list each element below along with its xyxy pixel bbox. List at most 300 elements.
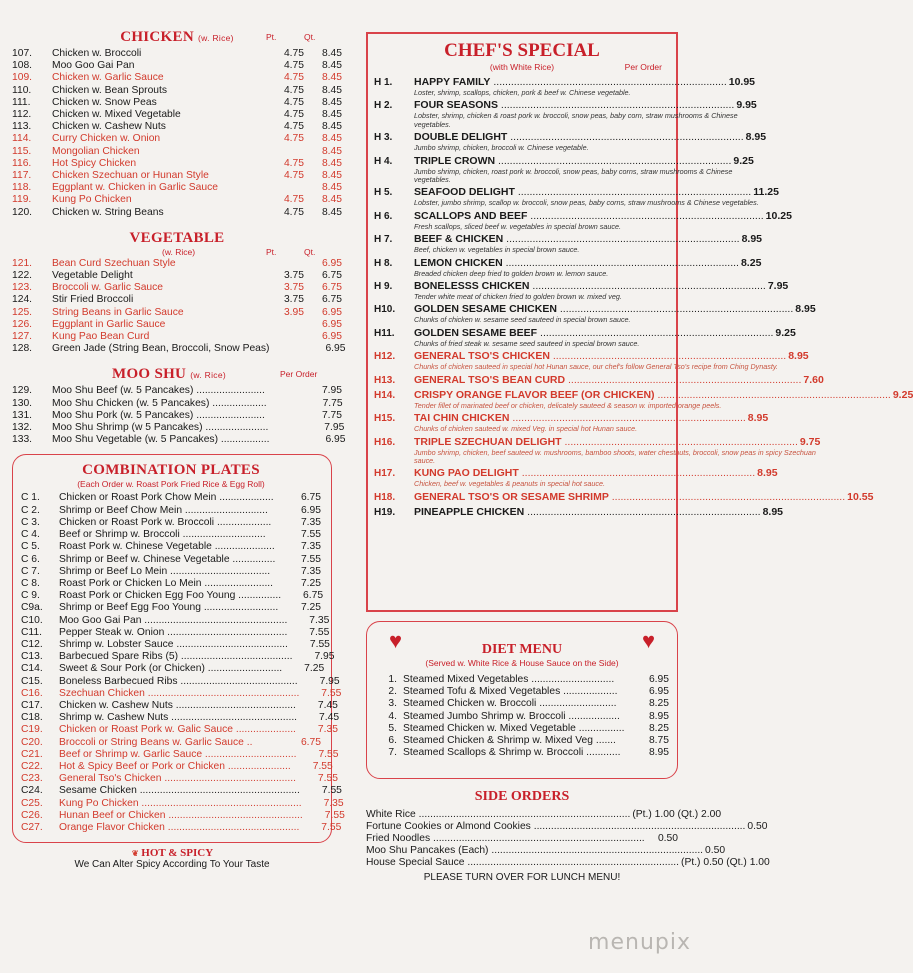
item-name: Sesame Chicken ........................................................ xyxy=(59,785,300,797)
col-pt: Pt. xyxy=(266,32,277,42)
item-body xyxy=(414,210,792,231)
side-order-item xyxy=(366,809,722,821)
item-number: 126. xyxy=(12,318,33,330)
item-number: 113. xyxy=(12,121,32,133)
item-body xyxy=(414,374,824,387)
item-body xyxy=(414,280,788,301)
item-name: Roast Pork w. Chinese Vegetable ..................... xyxy=(59,541,275,553)
item-number: 130. xyxy=(12,397,33,409)
list-item xyxy=(12,294,342,306)
item-line xyxy=(414,374,824,387)
item-number: 118. xyxy=(12,182,32,194)
item-price-quart: 6.75 xyxy=(321,282,342,294)
item-price: 8.95 xyxy=(788,350,809,363)
diet-menu-title: DIET MENU xyxy=(481,642,563,657)
item-name: Broccoli w. Garlic Sauce xyxy=(52,282,164,294)
item-number: 128. xyxy=(12,343,33,355)
list-item xyxy=(21,541,321,553)
item-price: 8.75 xyxy=(648,735,669,747)
item-name: CRISPY ORANGE FLAVOR BEEF (OR CHICKEN) ..... xyxy=(414,389,891,402)
pepper-icon: ♥ xyxy=(641,628,655,653)
item-price: 9.25 xyxy=(892,388,913,401)
item-name: GENERAL TSO'S OR SESAME SHRIMP ..... xyxy=(414,491,845,504)
list-item xyxy=(12,121,342,133)
list-item xyxy=(21,626,330,639)
item-price: 7.60 xyxy=(803,373,824,386)
item-price-quart: 8.45 xyxy=(321,48,342,59)
item-price-quart: 8.45 xyxy=(321,121,342,133)
item-description: Chunks of chicken sauteed in special hot Hunan sauce, our chef's follow General Tso's recipe from Ching Dynasty. xyxy=(414,362,778,372)
item-name: Steamed Chicken & Shrimp w. Mixed Veg ....... xyxy=(403,735,616,747)
vegetable-title: VEGETABLE xyxy=(129,229,225,246)
side-order-item xyxy=(366,821,768,833)
item-price: 8.95 xyxy=(762,505,783,518)
list-item xyxy=(12,385,342,397)
chef-item xyxy=(374,280,789,302)
item-price: 7.55 xyxy=(309,638,330,650)
item-code: H16. xyxy=(374,436,396,448)
item-name: DOUBLE DELIGHT ..... xyxy=(414,131,744,144)
combination-title: COMBINATION PLATES xyxy=(82,462,260,479)
item-description: Breaded chicken deep fried to golden brown w. lemon sauce. xyxy=(414,268,609,278)
item-price: (Pt.) 0.50 (Qt.) 1.00 xyxy=(681,857,770,868)
item-price: 9.25 xyxy=(733,154,754,167)
item-price-pint: 4.75 xyxy=(283,48,304,59)
item-number: 132. xyxy=(12,422,33,434)
item-price-pint: 4.75 xyxy=(283,170,304,182)
item-name: Shrimp or Beef w. Chinese Vegetable ............... xyxy=(59,553,276,565)
item-price-quart: 6.95 xyxy=(321,306,342,318)
side-orders-list xyxy=(366,809,770,869)
item-code: H15. xyxy=(374,413,396,425)
item-price: 7.55 xyxy=(312,760,333,772)
item-price: 7.35 xyxy=(300,516,321,528)
item-price-pint: 4.75 xyxy=(283,157,304,169)
list-item xyxy=(21,505,321,517)
item-description: Lobster, shrimp, chicken & roast pork w. broccoli, snow peas, baby corn, straw mushrooms & Chinese vegetables. xyxy=(414,111,738,129)
item-price: 11.25 xyxy=(753,186,779,199)
item-price-quart: 7.75 xyxy=(322,397,343,409)
item-number: 117. xyxy=(12,170,32,182)
item-name: Fortune Cookies or Almond Cookies ..... xyxy=(366,821,745,833)
item-name: House Special Sauce ..... xyxy=(366,857,679,869)
item-name: GOLDEN SESAME CHICKEN ..... xyxy=(414,303,793,316)
item-number: C 2. xyxy=(21,504,40,516)
item-number: C20. xyxy=(21,736,43,748)
item-number: C 1. xyxy=(21,492,40,504)
item-price: 6.75 xyxy=(300,736,321,748)
item-name: White Rice ..... xyxy=(366,809,630,821)
mooshu-col-order: Per Order xyxy=(280,369,318,380)
item-number: 1. xyxy=(388,674,397,685)
chef-item xyxy=(374,256,762,278)
chefs-special-list xyxy=(374,76,913,519)
item-name: Moo Shu Pancakes (Each) ..... xyxy=(366,845,703,857)
item-name: Kung Po Chicken ........................................................ xyxy=(59,797,302,809)
item-body xyxy=(414,186,779,207)
list-item xyxy=(21,602,321,614)
item-number: 5. xyxy=(388,722,397,734)
list-item xyxy=(21,809,345,822)
item-price: 7.55 xyxy=(321,785,342,797)
item-number: 109. xyxy=(12,72,33,84)
item-name: Beef or Shrimp w. Garlic Sauce ................................ xyxy=(59,748,297,760)
item-body xyxy=(414,76,755,97)
item-name: Vegetable Delight xyxy=(52,270,133,282)
item-name: Roast Pork or Chicken Egg Foo Young ............... xyxy=(59,590,282,602)
item-number: C16. xyxy=(21,687,43,699)
item-number: C 8. xyxy=(21,577,40,589)
hot-spicy-title: HOT & SPICY xyxy=(141,847,214,860)
item-name: SEAFOOD DELIGHT ..... xyxy=(414,186,751,199)
item-number: C 4. xyxy=(21,529,40,541)
item-name: SCALLOPS AND BEEF ..... xyxy=(414,210,764,223)
item-code: H 4. xyxy=(374,155,393,167)
list-item xyxy=(21,492,321,504)
item-price: 8.25 xyxy=(648,698,669,710)
item-description: Jumbo shrimp, chicken, broccoli w. Chinese vegetable. xyxy=(414,143,589,153)
item-name: Eggplant w. Chicken in Garlic Sauce xyxy=(52,182,218,194)
item-number: 122. xyxy=(12,270,33,282)
list-item xyxy=(12,146,342,158)
item-price-pint: 4.75 xyxy=(283,84,304,96)
item-price-quart: 8.45 xyxy=(321,182,342,194)
list-item xyxy=(21,651,335,663)
chef-item xyxy=(374,412,769,434)
item-number: 119. xyxy=(12,194,32,206)
item-price: 7.95 xyxy=(767,280,789,293)
item-body xyxy=(414,350,809,371)
item-name: Moo Shu Chicken (w. 5 Pancakes) ................... xyxy=(52,397,267,409)
hot-spicy-text: We Can Alter Spicy According To Your Taste xyxy=(74,859,270,871)
list-item xyxy=(12,170,342,182)
item-name: Steamed Tofu & Mixed Vegetables ................... xyxy=(403,686,618,698)
item-price: 0.50 xyxy=(657,833,678,844)
item-price: 10.55 xyxy=(847,490,874,503)
item-code: H12. xyxy=(374,351,396,363)
item-number: C23. xyxy=(21,773,43,785)
item-number: 2. xyxy=(388,686,397,698)
item-price-quart: 6.95 xyxy=(321,318,342,330)
list-item xyxy=(21,687,342,700)
list-item xyxy=(21,737,321,749)
list-item xyxy=(21,638,330,651)
item-number: C21. xyxy=(21,748,43,760)
item-line xyxy=(414,436,820,449)
item-price-quart: 7.75 xyxy=(321,409,342,421)
item-price-quart: 6.95 xyxy=(325,434,346,446)
item-name: TRIPLE CROWN ..... xyxy=(414,155,731,168)
vegetable-header xyxy=(12,229,342,247)
item-price-pint: 4.75 xyxy=(283,133,304,145)
item-description: Chunks of chicken sauteed w. mixed Veg. in special hot Hunan sauce. xyxy=(414,424,638,434)
item-body xyxy=(414,412,768,433)
item-number: 4. xyxy=(388,710,397,722)
item-code: H 2. xyxy=(374,100,393,112)
pepper-icon: ♥ xyxy=(389,628,403,653)
item-name: Shrimp or Beef Egg Foo Young .......................... xyxy=(59,602,279,614)
item-price: 8.95 xyxy=(795,303,816,316)
item-number: C 5. xyxy=(21,541,40,553)
item-number: 123. xyxy=(12,282,33,294)
item-body xyxy=(414,233,762,254)
list-item xyxy=(21,663,325,675)
item-price-quart: 8.45 xyxy=(321,60,342,72)
item-number: 3. xyxy=(388,698,397,710)
item-price-quart: 8.45 xyxy=(321,206,342,218)
item-number: C13. xyxy=(21,651,43,663)
item-name: Szechuan Chicken ..................................................... xyxy=(59,687,300,699)
item-price: 10.25 xyxy=(765,209,792,222)
diet-menu-list xyxy=(375,674,669,759)
item-description: Jumbo shrimp, chicken, roast pork w. broccoli, snow peas, baby corns, straw mushrooms & Chinese vegetables. xyxy=(414,166,733,185)
item-price: 7.35 xyxy=(309,614,330,626)
chefs-special-subtitle: (with White Rice) xyxy=(489,62,555,72)
item-body xyxy=(414,467,778,488)
item-name: Moo Shu Pork (w. 5 Pancakes) ........................ xyxy=(52,409,265,421)
mooshu-title: MOO SHU xyxy=(112,366,187,383)
item-price-quart: 6.95 xyxy=(321,331,342,343)
hot-spicy-note xyxy=(12,847,332,870)
item-description: Lobster, jumbo shrimp, scallop w. broccoli, snow peas, baby corns, straw mushrooms & Chinese vegetables. xyxy=(414,198,759,208)
item-number: C25. xyxy=(21,797,43,809)
list-item xyxy=(12,207,342,219)
item-price: 6.75 xyxy=(303,590,324,602)
item-number: C 7. xyxy=(21,565,40,577)
side-order-item xyxy=(366,857,770,869)
item-number: C11. xyxy=(21,626,42,638)
item-number: 111. xyxy=(12,96,31,108)
chef-item xyxy=(374,373,824,387)
item-price-quart: 6.95 xyxy=(325,343,346,355)
item-number: 108. xyxy=(12,60,33,72)
item-price: 7.55 xyxy=(300,529,321,541)
item-name: Kung Po Chicken xyxy=(52,194,132,206)
item-number: 110. xyxy=(12,84,32,96)
combination-box xyxy=(12,454,345,843)
item-name: Beef or Shrimp w. Broccoli ............................. xyxy=(59,529,266,541)
item-name: Kung Pao Bean Curd xyxy=(52,331,150,343)
list-item xyxy=(21,760,333,773)
item-number: C18. xyxy=(21,712,43,724)
item-name: General Tso's Chicken .............................................. xyxy=(59,773,296,785)
item-number: C17. xyxy=(21,699,43,711)
item-name: KUNG PAO DELIGHT ..... xyxy=(414,467,755,480)
item-name: Shrimp w. Lobster Sauce ....................................... xyxy=(59,638,288,650)
list-item xyxy=(375,735,669,747)
item-number: 131. xyxy=(12,409,33,421)
pepper-icon: ❦ xyxy=(131,849,139,859)
item-name: Green Jade (String Bean, Broccoli, Snow Peas) xyxy=(52,343,270,355)
left-column xyxy=(12,28,346,871)
mooshu-subtitle: (w. Rice) xyxy=(190,370,227,381)
item-price: 7.45 xyxy=(317,699,338,711)
turn-over-note: PLEASE TURN OVER FOR LUNCH MENU! xyxy=(423,872,621,883)
item-number: 7. xyxy=(388,747,397,759)
list-item xyxy=(12,343,346,355)
item-price: 6.95 xyxy=(300,504,321,516)
chef-item xyxy=(374,76,756,97)
item-body xyxy=(414,131,766,152)
chef-item xyxy=(374,186,779,208)
item-name: Shrimp or Beef Lo Mein ................................... xyxy=(59,565,271,577)
item-name: Moo Shu Vegetable (w. 5 Pancakes) ................. xyxy=(52,434,270,446)
item-price: 7.55 xyxy=(321,687,342,699)
item-name: Chicken w. Cashew Nuts xyxy=(52,121,166,133)
item-body xyxy=(414,389,913,410)
item-line xyxy=(414,389,913,402)
item-body xyxy=(414,491,873,504)
item-name: Chicken w. Garlic Sauce xyxy=(52,72,164,84)
item-price: 7.55 xyxy=(309,626,330,638)
item-price: 8.95 xyxy=(648,747,669,759)
item-price-quart: 8.45 xyxy=(321,133,342,145)
item-number: C12. xyxy=(21,638,43,650)
item-price: 7.55 xyxy=(324,809,345,821)
list-item xyxy=(21,797,344,810)
chicken-list xyxy=(12,48,342,219)
item-name: Chicken or Roast Pork Chow Mein ................... xyxy=(59,492,274,504)
item-number: 115. xyxy=(12,145,32,157)
item-line xyxy=(414,491,873,504)
item-price: 8.25 xyxy=(648,722,669,734)
chef-item xyxy=(374,99,757,129)
item-price: 7.95 xyxy=(319,675,340,687)
item-price-pint: 4.75 xyxy=(283,109,304,121)
item-price: 9.25 xyxy=(775,326,796,339)
item-name: Chicken w. Snow Peas xyxy=(52,96,157,108)
item-number: 127. xyxy=(12,331,33,343)
item-name: Moo Goo Gai Pan .................................................. xyxy=(59,614,288,626)
item-number: 112. xyxy=(12,109,32,121)
chef-item xyxy=(374,350,809,372)
chef-item xyxy=(374,505,783,519)
item-number: C10. xyxy=(21,614,43,626)
item-name: GENERAL TSO'S BEAN CURD ..... xyxy=(414,374,801,387)
chicken-title: CHICKEN xyxy=(120,29,194,45)
item-price-pint: 3.75 xyxy=(283,294,304,306)
watermark: menupix xyxy=(588,930,691,955)
item-price: (Pt.) 1.00 (Qt.) 2.00 xyxy=(632,809,722,820)
item-name: Steamed Mixed Vegetables ............................. xyxy=(403,674,615,685)
item-name: Barbecued Spare Ribs (5) ....................................... xyxy=(59,651,293,663)
chef-item xyxy=(374,233,762,255)
list-item xyxy=(21,724,338,736)
item-price-quart: 6.75 xyxy=(321,294,342,306)
list-item xyxy=(21,554,321,566)
item-description: Chunks of chicken w. sesame seed sauteed in special brown sauce. xyxy=(414,315,631,325)
item-name: Shrimp w. Cashew Nuts ............................................ xyxy=(59,712,298,724)
list-item xyxy=(12,182,342,194)
item-name: Roast Pork or Chicken Lo Mein ........................ xyxy=(59,577,274,589)
item-number: C24. xyxy=(21,785,43,797)
vegetable-subtitle: (w. Rice) xyxy=(162,246,196,257)
item-number: 6. xyxy=(388,735,397,747)
item-number: 121. xyxy=(12,257,33,269)
item-price: 7.55 xyxy=(317,773,338,785)
item-name: Pepper Steak w. Onion .......................................... xyxy=(59,626,288,638)
item-body xyxy=(414,99,757,129)
chef-item xyxy=(374,490,874,504)
item-description: Tender white meat of chicken fried to golden brown w. mixed veg. xyxy=(414,292,622,302)
item-price: 0.50 xyxy=(747,821,768,832)
item-price: 7.45 xyxy=(319,712,340,724)
chef-item xyxy=(374,388,913,410)
item-name: TRIPLE SZECHUAN DELIGHT ..... xyxy=(414,436,798,449)
list-item xyxy=(12,133,342,145)
item-price-quart: 8.45 xyxy=(321,109,342,121)
item-name: Steamed Scallops & Shrimp w. Broccoli ............ xyxy=(403,747,621,759)
item-code: H 8. xyxy=(374,257,393,269)
item-price: 7.35 xyxy=(300,541,321,553)
list-item xyxy=(375,723,669,735)
item-price: 7.25 xyxy=(300,577,321,589)
item-price-pint: 4.75 xyxy=(283,206,304,218)
item-name: Chicken w. Bean Sprouts xyxy=(52,84,168,96)
item-price-pint: 4.75 xyxy=(283,60,304,72)
list-item xyxy=(12,434,346,446)
list-item xyxy=(21,590,324,602)
item-price: 9.95 xyxy=(736,99,757,112)
item-name: Fried Noodles ..... xyxy=(366,833,656,845)
item-price: 6.75 xyxy=(300,492,321,504)
col-qt: Qt. xyxy=(304,32,316,42)
item-code: H 3. xyxy=(374,132,393,144)
item-number: C 9. xyxy=(21,590,40,602)
item-body xyxy=(414,257,761,278)
item-number: 133. xyxy=(12,434,33,446)
item-description: Jumbo shrimp, chicken, beef sauteed w. mushrooms, bamboo shoots, water chestnuts, broccoli, snow peas in spicy Szechuan sauce. xyxy=(414,447,816,465)
mooshu-list xyxy=(12,385,346,446)
item-description: Chicken, beef w. vegetables & peanuts in special hot sauce. xyxy=(414,479,605,489)
item-price-quart: 7.95 xyxy=(321,385,342,397)
item-body xyxy=(414,155,754,185)
item-price-quart: 8.45 xyxy=(321,72,342,84)
item-code: H14. xyxy=(374,389,396,401)
chicken-header xyxy=(12,28,342,46)
item-name: Stir Fried Broccoli xyxy=(52,294,134,306)
item-name: Steamed Chicken w. Broccoli ........................... xyxy=(403,698,617,710)
item-name: Shrimp or Beef Chow Mein ............................. xyxy=(59,504,268,516)
item-number: 129. xyxy=(12,385,33,397)
item-price-quart: 6.75 xyxy=(321,270,342,282)
item-number: 125. xyxy=(12,306,33,318)
item-body xyxy=(414,506,783,519)
list-item xyxy=(21,578,321,590)
item-price-pint: 3.95 xyxy=(283,306,304,318)
item-price: 7.55 xyxy=(300,553,321,565)
item-code: H17. xyxy=(374,468,396,480)
item-price: 7.35 xyxy=(317,724,338,736)
item-price-quart: 8.45 xyxy=(321,157,342,169)
item-price: 8.95 xyxy=(741,233,762,246)
list-item xyxy=(12,194,342,206)
item-line xyxy=(414,257,761,270)
item-name: Moo Shu Beef (w. 5 Pancakes) ........................ xyxy=(52,385,265,397)
item-number: 114. xyxy=(12,133,32,145)
list-item xyxy=(21,773,338,785)
chef-item xyxy=(374,131,767,153)
item-price: 7.55 xyxy=(321,821,342,833)
item-name: BONELESSS CHICKEN ..... xyxy=(414,280,766,293)
chef-item xyxy=(374,326,796,348)
item-description: Beef, chicken w. vegetables in special brown sauce. xyxy=(414,245,580,255)
item-price: 8.95 xyxy=(757,467,778,480)
item-price: 7.35 xyxy=(300,565,321,577)
item-name: Moo Goo Gai Pan xyxy=(52,60,135,72)
list-item xyxy=(12,398,342,410)
item-price: 7.35 xyxy=(323,797,344,809)
